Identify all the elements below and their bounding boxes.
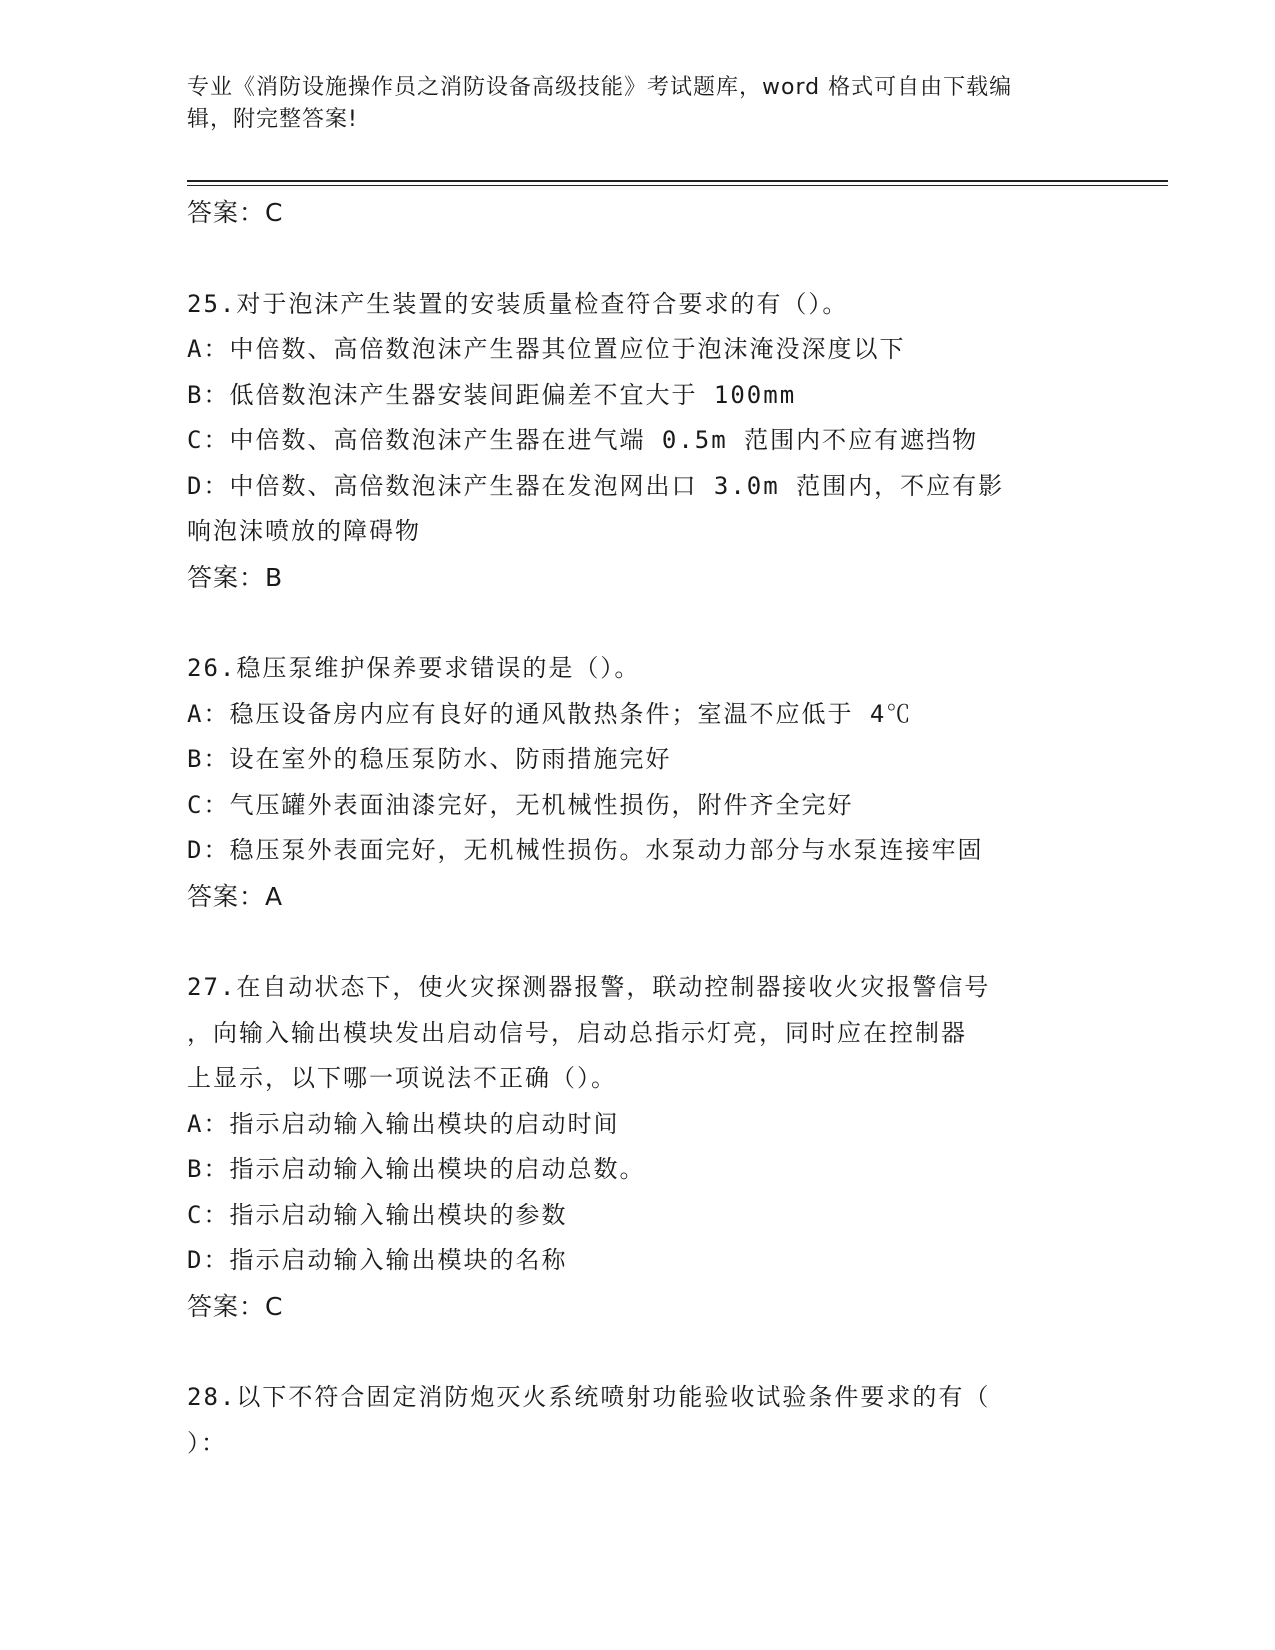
question-content: [187, 190, 1087, 1466]
spacer: [187, 1329, 1087, 1375]
spacer: [187, 600, 1087, 646]
option-b: B：低倍数泡沫产生器安装间距偏差不宜大于 100mm: [187, 380, 797, 409]
header-line-2: 辑，附完整答案!: [187, 107, 358, 132]
question-27: [187, 965, 1087, 1329]
answer-prev: 答案：C: [187, 198, 284, 227]
option-c: C：中倍数、高倍数泡沫产生器在进气端 0.5m 范围内不应有遮挡物: [187, 426, 979, 454]
option-c: C：气压罐外表面油漆完好，无机械性损伤，附件齐全完好: [187, 790, 854, 819]
option-d: D：稳压泵外表面完好，无机械性损伤。水泵动力部分与水泵连接牢固: [187, 836, 984, 864]
question-26: [187, 646, 1087, 919]
page-header: [187, 72, 1087, 136]
spacer: [187, 919, 1087, 965]
option-a: A：指示启动输入输出模块的启动时间: [187, 1109, 620, 1138]
option-d: D：指示启动输入输出模块的名称: [187, 1246, 568, 1274]
option-b: B：指示启动输入输出模块的启动总数。: [187, 1155, 646, 1183]
answer: 答案：C: [187, 1291, 284, 1321]
question-stem: 26.稳压泵维护保养要求错误的是（）。: [187, 654, 641, 682]
question-28: [187, 1375, 1087, 1466]
question-stem: 28.以下不符合固定消防炮灭火系统喷射功能验收试验条件要求的有（: [187, 1383, 991, 1411]
option-a: A：稳压设备房内应有良好的通风散热条件；室温不应低于 4℃: [187, 699, 913, 728]
spacer: [187, 236, 1087, 282]
question-stem-continued: ，向输入输出模块发出启动信号，启动总指示灯亮，同时应在控制器: [187, 1018, 967, 1047]
question-stem-continued: 上显示，以下哪一项说法不正确（）。: [187, 1064, 617, 1092]
question-25: [187, 282, 1087, 601]
option-c: C：指示启动输入输出模块的参数: [187, 1200, 568, 1229]
option-d: D：中倍数、高倍数泡沫产生器在发泡网出口 3.0m 范围内，不应有影: [187, 471, 1005, 500]
answer: 答案：A: [187, 881, 284, 911]
header-rule-thick: [187, 180, 1168, 182]
option-a: A：中倍数、高倍数泡沫产生器其位置应位于泡沫淹没深度以下: [187, 335, 906, 363]
question-stem: 27.在自动状态下，使火灾探测器报警，联动控制器接收火灾报警信号: [187, 973, 991, 1001]
question-stem: 25.对于泡沫产生装置的安装质量检查符合要求的有（）。: [187, 289, 849, 318]
header-rule-thin: [187, 185, 1168, 186]
option-b: B：设在室外的稳压泵防水、防雨措施完好: [187, 745, 672, 773]
answer: 答案：B: [187, 562, 284, 592]
question-stem-continued: ）：: [187, 1428, 227, 1457]
header-line-1: 专业《消防设施操作员之消防设备高级技能》考试题库，word 格式可自由下载编: [187, 75, 1013, 100]
option-d-continued: 响泡沫喷放的障碍物: [187, 517, 421, 545]
